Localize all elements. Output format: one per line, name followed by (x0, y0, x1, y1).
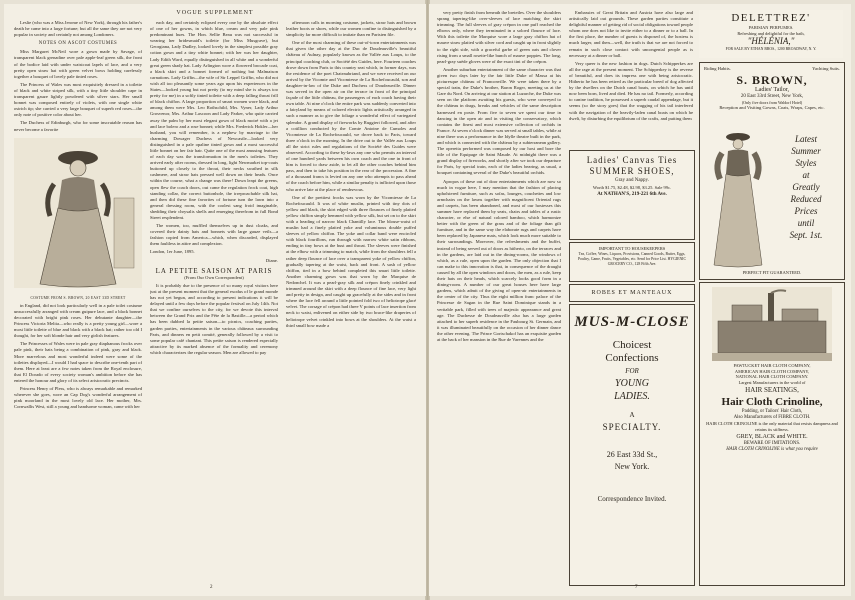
article-subtitle: (From Our Own Correspondent) (184, 274, 244, 280)
slogan-word: until (797, 218, 815, 228)
paragraph: Embassies of Great Britain and Austria have also large and artistically laid out grounds. These garden parties constitute a delightful manner of getting rid of social obligations toward people whom one does not like to invite either to a dinner or to a ball. In the first place, the number of guests is disposed of, the hostess is much larger, and then—well, the truth is that we are not forced to remain in such close contact with uncongenial people as is necessary at a dinner or ball. (569, 10, 693, 58)
paragraph: Miss Margaret McNeil wore a gown made by Savage, of transparent black grenadine over pale apple-leaf green silk, the front of the bodice laid with under waistcoat lapels of lace, and a very pretty open straw hat with green velvet bows holding carelessly together a bouquet of lovely pale tinted roses. (14, 49, 142, 79)
notice-title: IMPORTANT TO HOUSEKEEPERS (598, 246, 666, 251)
slogan-word: Reduced (790, 194, 822, 204)
paragraph: afternoon calls in morning costume, jackets, straw hats and brown leather boots or shoes, while our women confine to distinguished by a simplicity far more difficult to imitate than en Parisien file. (286, 20, 416, 38)
paragraph: The Duchess of Edinburgh, who for some inscrutable reason has never become a favorite (14, 120, 142, 132)
running-head: VOGUE SUPPLEMENT (176, 10, 254, 16)
ad-text: PARISIAN PERFUMES. (748, 25, 794, 30)
slogan-word: at (802, 170, 810, 180)
illustration-caption: COSTUME FROM S. BROWN, 20 EAST 33D STREET (30, 295, 126, 300)
ad-label: Yachting Suits. (812, 66, 840, 71)
perfume-advertisement (699, 10, 843, 58)
ad-text: Largest Manufacturers in the world of (738, 379, 806, 385)
ad-text: A (629, 411, 635, 419)
article-title: LA PETITE SAISON AT PARIS (155, 266, 273, 275)
robes-advertisement (569, 284, 695, 302)
left-column-2 (150, 20, 278, 580)
paragraph: The Princesses of Wales were in pale gray diaphanous frocks over pale pink, their hats being a combination of pink, gray and black. More marvelous and most wonderful indeed were some of the toilettes displayed—I would I had space to describe one-tenth part of them. Here at least are a few notes taken from the Royal enclosure, that El Dorado of every society woman's ambition before she has entered the honour and glory of its select aristocratic precincts. (14, 341, 142, 383)
slogan-word: Prices (794, 206, 818, 216)
ad-text: GREY, BLACK and WHITE. (736, 433, 808, 440)
right-page (429, 4, 851, 596)
paragraph: Princess Henry of Pless, who is always remarkable and remarked wherever she goes, wore an Cap Dog's wonderful arrangement of pink moorland in the most lovely old lace. Her mother, Mrs. Cornwallis West, still a young and handsome woman, came with her (14, 386, 142, 410)
slogan-word: Latest (794, 134, 817, 144)
ad-text: BEWARE OF IMITATIONS. (743, 440, 801, 446)
paragraph: each day, and certainly eclipsed every one by the absolute effect of one of her gowns, in which blue, cream and very pale pink predominant hues. The Hon. Sellie Beau was not successful in wearing her bridesmaid's toilette (for Miss Musgrave), but Georgiana, Lady Dudley, looked lovely in the simplest possible gray cotton gown and a tiny white bonnet; with her was her daughter, Lady Edith Ward, equally distinguished in all white and a wonderful great green shady hat. Lady Arlington wore a flowered brocade coat, a black skirt and a bonnet formed of nothing but Malmaison carnations. Lady Griffin—the wife of Sir Leppel Griffin, who did not wish all too pleasantly some years ago upon his experiences in the States—looked young but not pretty (to my mind she is always too pretty for me) in a softly tinted toilette with a deep falling throat frill of black chiffon. A large proportion of smart women wore black, and among them were Mrs. Leo Rothschild, Mrs. Vyner, Lady Arthur Grosvenor, Mrs. Arthur Lascoon and Lady Parker, who quite carried away the palm by her most elegant gown of black moiré with a jet and lace bolero and a rose bonnet; while Mrs. Frederick Hokler—her husband, you will remember, is a nephew by marriage to the charming Dowager Duchess of Newcastle—looked very distinguished in a pale opaline tinted gown and a most successful little bonnet on her fair hair. Quite one of the most amusing features of each day was the transformation in the men's toilettes. They arrived early after rooms, dressed in long, light Newmarket top-coats buttoned up closely to the throat, their necks swathed in silk cashmere, and straw hats pressed well down on their heads. Once within the course, what a change was there! Down leapt the greens, open flew the coach doors, out came the regulation frock coat, high standing collar, the correct buttonhole, the irreproachable silk hat, and then did these fine favorites of fortune turn the lawn into a general dressing room, with the coolest sang froid imaginable, shedding their chrysalis shells and emerging therefrom in full Bond Street resplendent. (150, 20, 278, 220)
ad-text: FOR (625, 367, 639, 375)
ad-text: 20 East 33rd Street, New York, (740, 94, 804, 99)
ad-address: 26 East 33d St., (606, 450, 658, 459)
ad-text: Reception and Visiting Gowns, Coats, Wraps, Capes, etc. (719, 105, 825, 110)
ad-product: "HÉLÉNIA," (747, 36, 795, 46)
slogan-word: Greatly (792, 182, 820, 192)
ad-text: HAIR SEATINGS, (745, 385, 799, 394)
ad-headline: Hair Cloth Crinoline, (721, 395, 823, 408)
page-number: 7 (635, 585, 638, 590)
ad-text: YOUNG (615, 378, 649, 389)
crinoline-advertisement (699, 282, 845, 586)
ad-headline: Ladies' Canvas Ties (586, 155, 678, 165)
left-column-3 (286, 20, 416, 580)
costume-illustration (14, 138, 142, 288)
dateline: London, 1er June, 1895. (150, 249, 195, 255)
ad-text: Gray and Nappy. (615, 178, 649, 183)
right-column-1 (437, 10, 561, 584)
ad-text: Ladies' Tailor, (755, 87, 789, 93)
ad-text: HAIR CLOTH CRINOLINE is what you require (726, 446, 818, 452)
signature: Diane. (265, 257, 278, 263)
tailor-advertisement (699, 62, 845, 280)
left-column-1 (14, 20, 142, 580)
ad-text: Also Manufacturers of FIBRE CLOTH. (733, 414, 811, 420)
confections-advertisement (569, 304, 695, 586)
slogan-word: Styles (795, 158, 817, 168)
paragraph: It is probably due to the presence of so many royal visitors here just at the present moment that the general exodus of le grand monde has not yet begun, and according to present indications it will be delayed until a few days before the popular festival on July 14th. Not that we confine ourselves to the city, for we devote this interval between the Grand Prix and the Fête de la Bastille—a period which has been dubbed la petite saison—to picnics, coaching parties, garden parties, entertainments in the various châteaux surrounding Paris, and dinners en petit comité, generally followed by a visit to some popular café chantant. This petite saison is rendered especially attractive by its marked absence of the formality and ceremony which characterizes the regular season. Men are allowed to pay (150, 282, 278, 355)
ad-text: LADIES. (614, 391, 650, 402)
ad-label: Riding Habits. (704, 66, 731, 71)
ad-text: At NATHAN'S, 219-221 6th Ave. (597, 192, 667, 197)
ad-address: New York. (614, 462, 650, 471)
ad-text: Padding, or Tailors' Hair Cloth, (741, 408, 803, 414)
ad-brand: MUS-M-CLOSE (574, 314, 690, 330)
ad-headline: ROBES ET MANTEAUX (591, 290, 673, 296)
paragraph: Very queer is the new fashion in dogs. Dutch Schipperkes are all the rage at the present moment. The Schipperkey is the reverse of beautiful, and does its impress one with being aristocratic. Hitherto he has been retired as the particular breed of dog affected by the dwellers on the Dutch canal boats, on which he has until now been born, lived and died. He has no tail. Formerly, according to canine tradition, he possessed a superb caudal appendage, but it seems (so the story goes) that the wagging of his tail interfered with the navigation of the heavily-laden canal boats on which he dwelt, by disturbing the equilibrium of the crafts, and putting them (569, 60, 693, 121)
paragraph: Leslie (who was a Miss Jerome of New York), through his father's death he came into a large fortune; but all the same they are not very popular in society and certainly not among Londoners. (14, 20, 142, 38)
notice-body: Tea, Coffee, Wines, Liquors, Provisions, Canned Goods, Butter, Eggs, Poultry, Game, Fruits, Vegetables, etc. Send for Price List. HYGIENIC GROCERY CO., 128 Fifth Ave. (578, 252, 686, 266)
ad-headline: SUMMER SHOES, (589, 166, 675, 176)
slogan-block (772, 133, 840, 241)
ad-brand: S. BROWN, (736, 73, 808, 87)
housekeepers-notice (569, 242, 695, 282)
ad-text: Worth $1.75, $2.48, $2.98, $3.25. Sale 99c. (592, 185, 672, 190)
slogan-word: Summer (791, 146, 821, 156)
tailored-gown-illustration (708, 129, 768, 269)
factory-illustration (712, 287, 832, 361)
ad-text: SPECIALTY. (602, 422, 662, 432)
paragraph: Apropos of these out of door entertainments which are now so much in vogue here, I may mention that the fashion of placing upholstered furniture, such as sofas, lounges, couchettes and low armchairs on the lawns together with magnificent Oriental rugs and carpets, has been abandoned, and most of our hostesses this summer have replaced them by seats, chairs and tables of a rustic character, or else of natural colored bamboo, which harmonize better with the green of the grass and of the foliage than gilt furniture, and in the same way the elaborate rugs and carpets have been replaced by Japanese mats, which look much more suitable to their surroundings. Moreover, the refreshments and the buffet, instead of being served out of doors as hitherto, on the terraces and in the gardens, are laid out in the dining-rooms, the windows of which, as a rule, open upon the garden. The only objection that I can make to this innovation is that, in consequence of the draught caused by all the open windows and doors, the men, as a rule, keep their hats on their heads, which scarcely looks good form in a dining-room. A number of our great houses here have large gardens, which admit of the giving of open-air entertainments in the center of the city. Thus the eight million franc palace of the Princesse de Sagan in the Rue Saint Dominique stands in a veritable park, filled with trees of majestic appearance and great age. The Duchesse de Doudeauville also has a large garden attached to her superb residence in the Faubourg St. Germain, and it was illuminated beautifully on the occasion of her dinner dance the other evening. The Prince Gortschakof has an exquisite garden at the back of her mansion in the Rue de Varennes and the (437, 178, 561, 342)
paragraph: very pretty finish from beneath the breteiles. Over the shoulders sprang tapering-like over-sleeves of lace matching the skirt trimming. The full sleeves of gray crépon in one puff reached the elbows only, where they terminated in a soloed flounce of lace. With this toilette the Marquise wore a large gray chiffon hat of mauve straw plaited with silver cord and caught up in front slightly to the right side, with a graceful garbe of green oats and clover rising from a small rosette-like bunch of mauve poppies. The long, pearl-gray suède gloves were of the exact tint of the crépon. (437, 10, 561, 64)
section-heading: NOTES ON ASCOT COSTUMES (38, 41, 118, 47)
ad-text: Correspondence Invited. (597, 495, 667, 503)
ad-text: (Only five doors from Waldorf Hotel) (741, 100, 803, 105)
ad-text: FOR SALE BY ETHAN BROS., 1200 BROADWAY, N. Y. (725, 47, 817, 51)
ad-text: Confections (605, 352, 659, 364)
page-number: 2 (210, 585, 213, 590)
paragraph: One of the prettiest frocks was worn by the Vicomtesse de La Rochefoucauld. It was of white muslin, printed with tiny dots of yellow and black, the skirt edged with three flounces of finely plaited yellow chiffon simply hemmed with yellow silk, but set on to the skirt with a heading of narrow black Chantilly lace. The blouse-waist of muslin had a finely plaited yoke and voluminous double puffed sleeves of yellow chiffon. The yoke and collar band were encircled with black fourillons, run through with narrow white satin ribbons, ending in tiny bows at the bust and throat. The sleeves were finished at the elbow with a trimming to match, while from the shoulders fell a rather deep flounce of lace over a transparent yoke of yellow chiffon, gradually tapering at the waist, back and front. A sash of yellow chiffon, tied in a bow behind completed this smart little toilette. Another charming gown was that worn by the Marquise de Nedonchel. It was a pearl-gray silk and crépon finely crinkled and trimmed around the skirt with a deep flounce of fine lace, very light and pretty in design, and caught up gracefully at the sides and in front where the lace fell around a little pointed fold two of heliotrope glacé velvet. The corsage of crépon had three V points of lace insertion from neck to waist, enlivened on either side by two brace-like draperies of heliotrope velvet crinkled into bows at the shoulders. At the waist a third small bow made a (286, 194, 416, 328)
shoes-advertisement (569, 150, 695, 240)
maker-name: AMERICAN HAIR CLOTH COMPANY, (734, 368, 810, 374)
right-column-2 (569, 10, 693, 146)
maker-name: NATIONAL HAIR CLOTH COMPANY. (735, 374, 809, 379)
ad-text: Choicest (612, 339, 652, 351)
paragraph: One of the most charming of these out-of-town entertainments was that given the other day at the Duc de Doudeauville's beautiful château of Aulnay, popularly known as the Vallée aux Loups, to the principal coaching club, or Société des Guides, here. Fourteen coaches drove down from Paris to this country seat which, in former days, was the residence of the poet Chateaubriand, and we were received on our arrival by the Vicomte and Vicomtesse de La Rochefoucauld, son and daughter-in-law of the Duke and Duchess of Doudeauville. Dinner was served in the open air on the terrace in front of the principal façade of the little château, the passengers of each coach having their own table. At nine o'clock the entire park was suddenly converted into a fairyland by means of colored electric lights artistically arranged in such a manner as to give the foliage a wonderful effect of variegated splendor. A grand display of fireworks by Ruggieri followed, and after a cotillion conducted by the Comte Antoine de Cumoles and Vicomtesse de La Rochefoucauld, we drove back to Paris, toward three o'clock in the morning. In the drive out to the Vallée aux Loups all the strict rules and regulations of the Société des Guides were observed. According to these by-laws any one who permits an interval of one hundred yards between his own coach and the one in front of him is forced to draw aside, to let all the other coaches behind him pass, and then to take his position in the rear of the procession. A fine of a thousand francs is levied on any one who attempts to pass ahead of the coach before him, while a similar penalty is inflicted upon those who arrive late at the place of rendezvous. (286, 40, 416, 192)
ad-footer: PERFECT FIT GUARANTEED. (742, 270, 802, 275)
left-page (4, 4, 426, 596)
slogan-word: Sept. 1st. (789, 230, 823, 240)
ad-brand: DELETTREZ' (731, 12, 811, 24)
paragraph: The Princess of Wales was most exquisitely dressed in a toilette of black and white striped silk, with a tiny little shoulder cape in transparent gauze lightly powdered with silver stars. Her small bonnet was composed entirely of violets, with one single white ostrich tip; she carried a very large bouquet of superb red roses—the only note of positive color about her. (14, 81, 142, 118)
ad-text: Refreshing and delightful for the bath, (737, 30, 805, 36)
maker-name: PAWTUCKET HAIR CLOTH COMPANY, (733, 363, 811, 368)
paragraph: Another suburban entertainment of the same character was that given two days later by the fair little Duke of Massa at his picturesque château of Franconville. We were taken there by a special train, the Duke's brother, Baron Roger, meeting us at the Gare du Nord. On arriving at our station at Luzarche, the Duke was seen on the platform awaiting his guests, who were conveyed to the château in drags, breaks and vehicles of the same description harnessed en poste. From five to seven we spent our time in dancing in the open air and in visiting the conservatory, which contains the finest and most extensive collection of orchids in France. At seven o'clock dinner was served at small tables, while at nine there was a performance in the Idylle theatre built in the park, and which is connected with the château by a subterranean gallery. The operetta performed was composed by our host and bore the title of the Equipage de Saint Maude. At midnight there was a grand display of fireworks, and shortly after we took our departure for Paris, by special train, each of the ladies bearing, as usual, a bouquet containing several of the Duke's beautiful orchids. (437, 66, 561, 176)
paragraph: The women, too, muffled themselves up in dust cloaks, and covered their dainty hats and bonnets with large gauze veils—a fashion copied from America—which, when discarded, displayed them faultless in attire and complexion. (150, 223, 278, 247)
ad-text: HAIR CLOTH CRINOLINE is the only material that resists dampness and retains its stiffness. (706, 420, 838, 432)
paragraph: in England, did not look particularly well in a pale toilet costume unsuccessfully arranged with cream guipure lace, and a black bonnet decorated with bright pink roses. Her debutante daughter—the Princess Victoria Melita—who really is a pretty young girl—wore a most little toilette of blue and black with a black hat; rather too old I thought, for her soft blonde hair and very girlish features. (14, 302, 142, 339)
